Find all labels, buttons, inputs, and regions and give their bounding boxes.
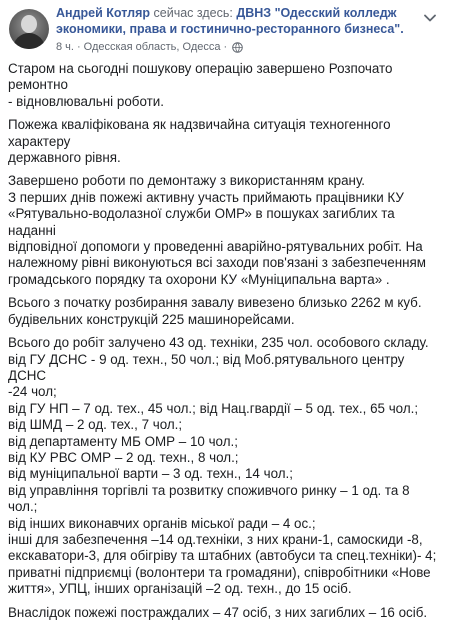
- post-text-line: життя», УПЦ, інших організацій –2 од. техн., до 15 осіб.: [8, 581, 352, 597]
- post-headline: [56, 5, 416, 37]
- post-paragraph: [8, 117, 440, 166]
- post-meta: [56, 41, 243, 53]
- checkin-place-link[interactable]: ДВНЗ "Одесский колледж экономики, права и гостинично-ресторанного бизнеса".: [56, 6, 404, 36]
- chevron-down-icon: [424, 9, 436, 27]
- post-text-line: від ГУ НП – 7 од. тех., 45 чол.; від Нац.гвардії – 5 од. тех., 65 чол.;: [8, 400, 419, 416]
- post-text-line: Всього до робіт залучено 43 од. техніки, 235 чол. особового складу.: [8, 335, 429, 351]
- globe-icon[interactable]: [232, 42, 243, 53]
- post-text-line: від ГУ ДСНС - 9 од. техн., 50 чол.; від Моб.рятувального центру ДСНС: [8, 351, 405, 383]
- meta-separator: ·: [76, 41, 81, 53]
- post-header: [0, 0, 450, 56]
- post-text-line: інші для забезпечення –14 од.техніки, з них крани-1, самоскиди -8,: [8, 531, 423, 547]
- checkin-verb: сейчас здесь:: [150, 6, 237, 20]
- post-text-line: від управління торгівлі та розвитку споживчого ринку – 1 од. та 8 чол.;: [8, 482, 410, 515]
- post-text-line: Всього з початку розбирання завалу вивезено близько 2262 м куб.: [8, 295, 422, 311]
- post-text-line: громадського порядку та охорони КУ «Муніципальна варта» .: [8, 271, 390, 287]
- post-text-line: належному рівні виконуються всі заходи пов'язані з забезпеченням: [8, 255, 426, 271]
- post-text-line: - відновлювальні роботи.: [8, 93, 164, 109]
- post-text-line: Старом на сьогодні пошукову операцію завершено Розпочато ремонтно: [8, 61, 393, 93]
- post-text-line: приватні підприємці (волонтери та громадяни), співробітники «Нове: [8, 564, 431, 580]
- post-location[interactable]: Одесская область, Одесса: [83, 41, 221, 53]
- post-text-line: від КУ РВС ОМР – 2 од. техн., 8 чол.;: [8, 449, 239, 465]
- avatar-shoulders: [13, 33, 45, 49]
- post-paragraph: [8, 335, 440, 598]
- post-paragraph: [8, 61, 440, 110]
- post-body: [8, 61, 440, 628]
- post-paragraph: [8, 605, 440, 621]
- author-avatar[interactable]: [9, 9, 49, 49]
- post-text-line: З перших днів пожежі активну участь приймають працівники КУ: [8, 189, 404, 205]
- author-name[interactable]: Андрей Котляр: [56, 6, 151, 20]
- post-text-line: від департаменту МБ ОМР – 10 чол.;: [8, 433, 238, 449]
- post-paragraph: [8, 173, 440, 288]
- post-text-line: Внаслідок пожежі постраждалих – 47 осіб, з них загиблих – 16 осіб.: [8, 604, 428, 620]
- post-text-line: від інших виконавчих органів міської ради – 4 ос.;: [8, 515, 316, 531]
- post-text-line: -24 чол;: [8, 384, 57, 400]
- avatar-head: [21, 15, 37, 33]
- post-options-button[interactable]: [422, 10, 438, 26]
- post-text-line: від ШМД – 2 од. тех., 7 чол.;: [8, 417, 183, 433]
- post-text-line: «Рятувально-водолазної служби ОМР» в пошуках загиблих та наданні: [8, 206, 395, 238]
- post-text-line: відповідної допомоги у проведенні аварійно-рятувальних робіт. На: [8, 239, 423, 255]
- post-paragraph: [8, 295, 440, 328]
- post-text-line: державного рівня.: [8, 150, 121, 166]
- meta-separator-2: ·: [223, 41, 228, 53]
- post-text-line: Завершено роботи по демонтажу з використанням крану.: [8, 173, 366, 189]
- post-text-line: будівельних конструкцій 225 машинорейсами.: [8, 311, 295, 327]
- post-text-line: екскаватори-3, для обігріву та штабних (автобуси та спец.техніки)- 4;: [8, 548, 437, 564]
- post-text-line: від муніципальної варти – 3 од. техн., 14 чол.;: [8, 466, 293, 482]
- post-text-line: Пожежа кваліфікована як надзвичайна ситуація техногенного характеру: [8, 117, 391, 149]
- post-timestamp[interactable]: 8 ч.: [56, 41, 74, 53]
